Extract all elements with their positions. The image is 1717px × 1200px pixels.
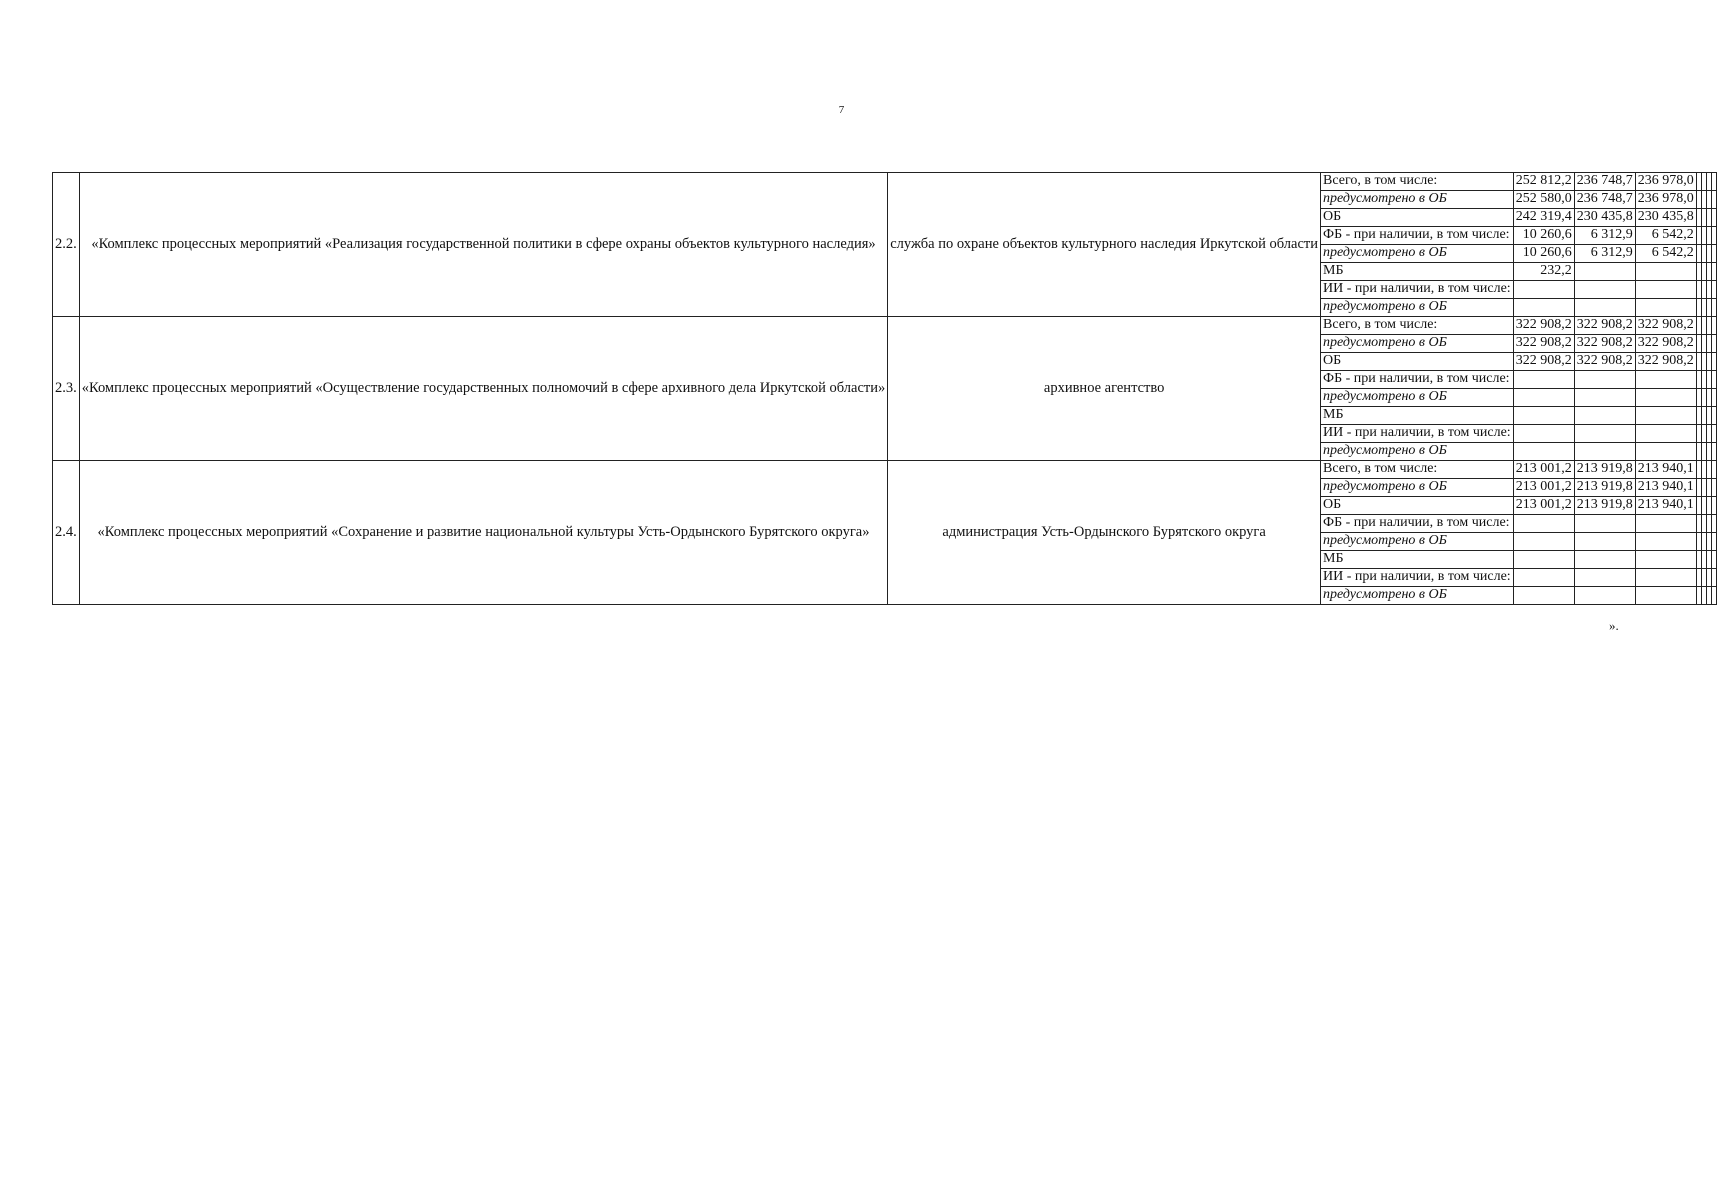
section-name: «Комплекс процессных мероприятий «Реализация государственной политики в сфере охраны объектов культурного наследия» [79,173,887,317]
funding-value-cell [1513,425,1574,443]
section-number: 2.4. [53,461,80,605]
funding-value-cell: 6 312,9 [1574,227,1635,245]
section-executor: администрация Усть-Ордынского Бурятского округа [888,461,1321,605]
funding-source-label: предусмотрено в ОБ [1321,335,1514,353]
funding-value-cell: 213 940,1 [1635,497,1696,515]
empty-value-cell [1711,299,1716,317]
funding-row [53,173,1717,191]
funding-value-cell: 252 580,0 [1513,191,1574,209]
funding-value-cell [1574,281,1635,299]
funding-source-label: ИИ - при наличии, в том числе: [1321,281,1514,299]
funding-value-cell: 252 812,2 [1513,173,1574,191]
funding-value-cell: 213 919,8 [1574,461,1635,479]
empty-value-cell [1711,263,1716,281]
funding-value-cell: 236 978,0 [1635,173,1696,191]
funding-value-cell [1574,263,1635,281]
funding-value-cell [1513,281,1574,299]
empty-value-cell [1711,227,1716,245]
funding-value-cell [1635,425,1696,443]
funding-value-cell [1635,407,1696,425]
closing-quote-mark: ». [1609,618,1619,633]
funding-source-label: ИИ - при наличии, в том числе: [1321,425,1514,443]
funding-value-cell [1513,587,1574,605]
funding-value-cell [1635,587,1696,605]
funding-value-cell: 322 908,2 [1513,335,1574,353]
funding-value-cell: 236 978,0 [1635,191,1696,209]
section-executor: архивное агентство [888,317,1321,461]
funding-value-cell [1635,515,1696,533]
funding-value-cell: 322 908,2 [1513,353,1574,371]
empty-value-cell [1711,515,1716,533]
empty-value-cell [1711,245,1716,263]
funding-value-cell: 213 919,8 [1574,497,1635,515]
section-number: 2.3. [53,317,80,461]
funding-value-cell: 322 908,2 [1513,317,1574,335]
empty-value-cell [1711,497,1716,515]
funding-value-cell [1574,533,1635,551]
empty-value-cell [1711,425,1716,443]
funding-value-cell [1574,407,1635,425]
funding-source-label: предусмотрено в ОБ [1321,299,1514,317]
funding-value-cell [1574,569,1635,587]
funding-value-cell [1635,281,1696,299]
funding-value-cell [1513,569,1574,587]
funding-value-cell [1635,389,1696,407]
funding-source-label: предусмотрено в ОБ [1321,533,1514,551]
funding-value-cell [1574,551,1635,569]
funding-value-cell [1574,299,1635,317]
funding-source-label: ИИ - при наличии, в том числе: [1321,569,1514,587]
funding-value-cell [1574,587,1635,605]
funding-value-cell: 236 748,7 [1574,191,1635,209]
funding-value-cell: 322 908,2 [1635,335,1696,353]
funding-value-cell: 230 435,8 [1635,209,1696,227]
funding-value-cell: 322 908,2 [1574,353,1635,371]
funding-value-cell [1635,263,1696,281]
funding-source-label: МБ [1321,407,1514,425]
funding-value-cell: 6 312,9 [1574,245,1635,263]
funding-value-cell [1513,371,1574,389]
funding-source-label: ФБ - при наличии, в том числе: [1321,515,1514,533]
funding-value-cell: 230 435,8 [1574,209,1635,227]
funding-value-cell [1513,389,1574,407]
funding-value-cell [1574,371,1635,389]
funding-value-cell [1513,407,1574,425]
funding-row [53,317,1717,335]
funding-value-cell [1635,551,1696,569]
funding-source-label: предусмотрено в ОБ [1321,587,1514,605]
empty-value-cell [1711,533,1716,551]
funding-source-label: ФБ - при наличии, в том числе: [1321,227,1514,245]
funding-value-cell [1513,443,1574,461]
funding-value-cell [1513,515,1574,533]
funding-value-cell [1513,533,1574,551]
empty-value-cell [1711,335,1716,353]
page-number: 7 [838,104,845,116]
empty-value-cell [1711,479,1716,497]
funding-value-cell: 213 001,2 [1513,461,1574,479]
funding-value-cell: 213 001,2 [1513,479,1574,497]
funding-value-cell: 10 260,6 [1513,245,1574,263]
empty-value-cell [1711,461,1716,479]
funding-source-label: ОБ [1321,209,1514,227]
empty-value-cell [1711,407,1716,425]
funding-value-cell: 236 748,7 [1574,173,1635,191]
empty-value-cell [1711,443,1716,461]
funding-value-cell [1635,569,1696,587]
funding-value-cell [1513,299,1574,317]
empty-value-cell [1711,569,1716,587]
funding-value-cell: 10 260,6 [1513,227,1574,245]
funding-value-cell [1635,533,1696,551]
empty-value-cell [1711,173,1716,191]
funding-value-cell [1574,443,1635,461]
empty-value-cell [1711,389,1716,407]
empty-value-cell [1711,551,1716,569]
funding-value-cell: 232,2 [1513,263,1574,281]
funding-value-cell [1635,443,1696,461]
budget-table-wrapper [52,172,1717,605]
funding-value-cell: 6 542,2 [1635,245,1696,263]
funding-value-cell: 322 908,2 [1574,335,1635,353]
empty-value-cell [1711,191,1716,209]
funding-value-cell: 213 919,8 [1574,479,1635,497]
funding-value-cell: 322 908,2 [1635,317,1696,335]
funding-row [53,461,1717,479]
empty-value-cell [1711,353,1716,371]
funding-source-label: Всего, в том числе: [1321,173,1514,191]
funding-source-label: МБ [1321,551,1514,569]
funding-value-cell: 242 319,4 [1513,209,1574,227]
budget-table [52,172,1717,605]
empty-value-cell [1711,209,1716,227]
funding-source-label: предусмотрено в ОБ [1321,245,1514,263]
section-name: «Комплекс процессных мероприятий «Осуществление государственных полномочий в сфере архивного дела Иркутской области» [79,317,887,461]
empty-value-cell [1711,587,1716,605]
empty-value-cell [1711,281,1716,299]
funding-source-label: Всего, в том числе: [1321,461,1514,479]
funding-source-label: ОБ [1321,353,1514,371]
budget-table-body [53,173,1717,605]
funding-source-label: ФБ - при наличии, в том числе: [1321,371,1514,389]
funding-value-cell [1574,515,1635,533]
funding-source-label: предусмотрено в ОБ [1321,479,1514,497]
funding-source-label: МБ [1321,263,1514,281]
empty-value-cell [1711,317,1716,335]
funding-source-label: предусмотрено в ОБ [1321,389,1514,407]
funding-value-cell [1574,425,1635,443]
section-number: 2.2. [53,173,80,317]
funding-value-cell: 213 940,1 [1635,479,1696,497]
funding-value-cell: 322 908,2 [1635,353,1696,371]
section-name: «Комплекс процессных мероприятий «Сохранение и развитие национальной культуры Усть-Ордынского Бурятского округа» [79,461,887,605]
empty-value-cell [1711,371,1716,389]
funding-value-cell: 213 001,2 [1513,497,1574,515]
funding-source-label: ОБ [1321,497,1514,515]
funding-value-cell [1635,371,1696,389]
section-executor: служба по охране объектов культурного наследия Иркутской области [888,173,1321,317]
funding-source-label: предусмотрено в ОБ [1321,191,1514,209]
funding-source-label: Всего, в том числе: [1321,317,1514,335]
funding-value-cell [1574,389,1635,407]
funding-value-cell: 322 908,2 [1574,317,1635,335]
funding-value-cell [1513,551,1574,569]
funding-value-cell: 6 542,2 [1635,227,1696,245]
funding-value-cell: 213 940,1 [1635,461,1696,479]
funding-source-label: предусмотрено в ОБ [1321,443,1514,461]
funding-value-cell [1635,299,1696,317]
